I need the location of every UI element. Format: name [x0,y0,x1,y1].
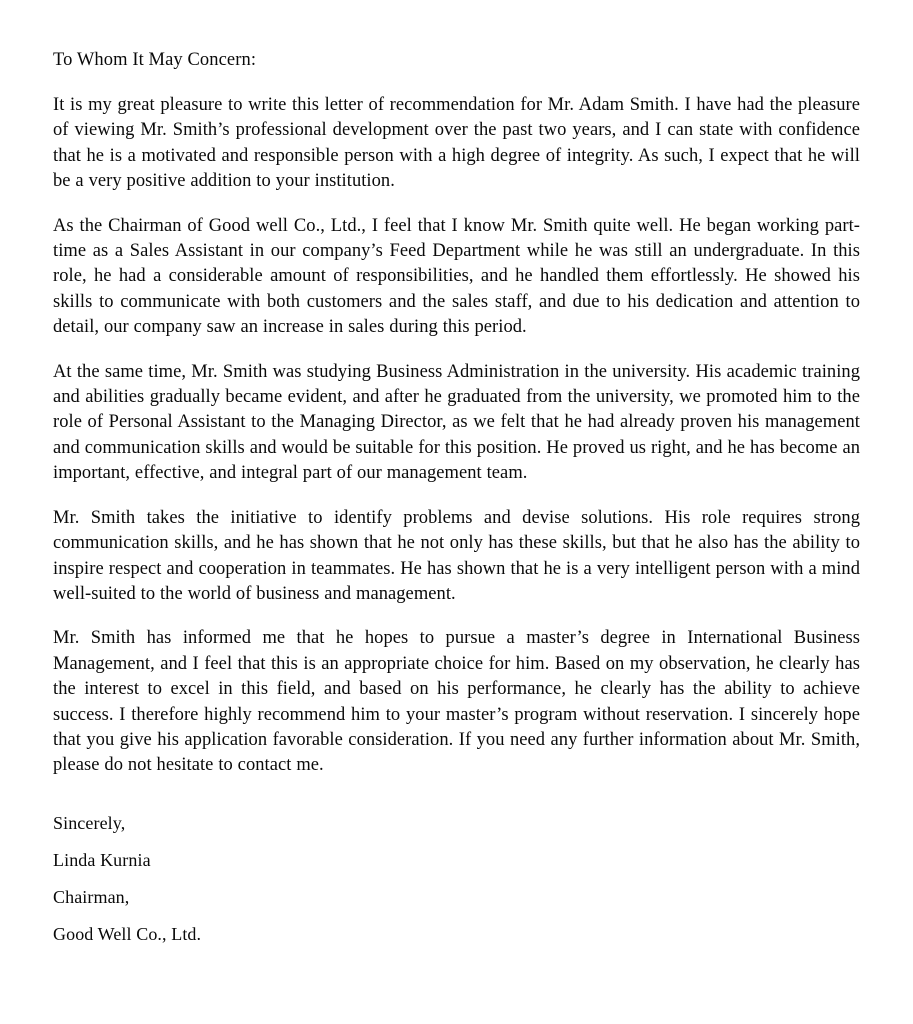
body-paragraph-3: At the same time, Mr. Smith was studying Business Administration in the university. His academic training and abilities gradually became evident, and after he graduated from the university, we promoted him to the role of Personal Assistant to the Managing Director, as we felt that he had already proven his management and communication skills and would be suitable for this position. He proved us right, and he has become an important, effective, and integral part of our management team. [53,361,860,484]
body-paragraph-5: Mr. Smith has informed me that he hopes to pursue a master’s degree in International Business Management, and I feel that this is an appropriate choice for him. Based on my observation, he clearly has the interest to excel in this field, and based on his performance, he clearly has the ability to achieve success. I therefore highly recommend him to your master’s program without reservation. I sincerely hope that you give his application favorable consideration. If you need any further information about Mr. Smith, please do not hesitate to contact me. [53,628,860,776]
body-paragraph-2: As the Chairman of Good well Co., Ltd., I feel that I know Mr. Smith quite well. He began working part-time as a Sales Assistant in our company’s Feed Department while he was still an undergraduate. In this role, he had a considerable amount of responsibilities, and he handled them effortlessly. He showed his skills to communicate with both customers and the sales staff, and due to his dedication and attention to detail, our company saw an increase in sales during this period. [53,215,860,338]
body-paragraph-1: It is my great pleasure to write this letter of recommendation for Mr. Adam Smith. I have had the pleasure of viewing Mr. Smith’s professional development over the past two years, and I can state with confidence that he is a motivated and responsible person with a high degree of integrity. As such, I expect that he will be a very positive addition to your institution. [53,95,860,192]
signer-title: Chairman, [53,887,130,907]
salutation: To Whom It May Concern: [53,50,257,70]
signer-company: Good Well Co., Ltd. [53,924,202,944]
signer-name: Linda Kurnia [53,850,151,870]
valediction: Sincerely, [53,813,126,833]
letter-body [53,48,860,779]
signature-block [53,812,553,946]
body-paragraph-4: Mr. Smith takes the initiative to identify problems and devise solutions. His role requires strong communication skills, and he has shown that he not only has these skills, but that he also has the ability to inspire respect and cooperation in teammates. He has shown that he is a very intelligent person with a mind well-suited to the world of business and management. [53,507,860,604]
